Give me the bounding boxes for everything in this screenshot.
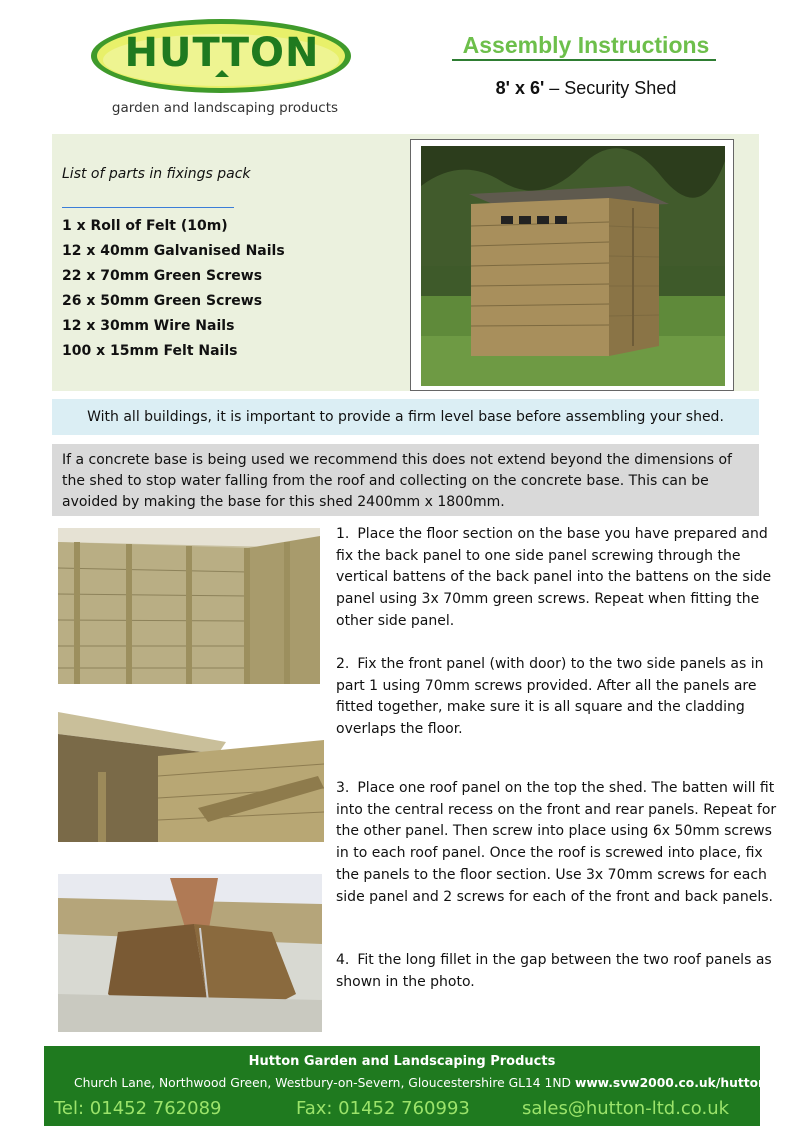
step-text: Fix the front panel (with door) to the two side panels as in part 1 using 70mm screws provided. After all the panels are fitted together, make sure it is all square and the cladding overlaps the floor. [336,656,764,738]
step-3-photo [58,874,322,1032]
step-4 [336,950,786,993]
page-title: Assembly Instructions [462,32,710,58]
step-2-photo [58,712,324,842]
step-number: 3. [336,780,350,796]
parts-item: 12 x 40mm Galvanised Nails [62,243,285,259]
footer-address [74,1076,767,1090]
step-text: Place the floor section on the base you have prepared and fix the back panel to one side panel screwing through the vertical battens of the back panel into the battens on the side panel using 3x 70mm green screws. Repeat when fitting the other side panel. [336,526,772,629]
step-number: 4. [336,952,350,968]
logo-wordmark: HUTTON [124,30,320,76]
product-size: 8' x 6' [495,78,545,98]
footer-fax: Fax: 01452 760993 [296,1098,470,1119]
parts-heading: List of parts in fixings pack [62,166,251,182]
parts-item: 22 x 70mm Green Screws [62,268,263,284]
step-text: Place one roof panel on the top the shed. The batten will fit into the central recess on the front and rear panels. Repeat for the other panel. Then screw into place using 6x 50mm screws in to each roof panel. Once the roof is screwed into place, fix the panels to the floor section. Use 3x 70mm screws for each side panel and 2 screws for each of the front and back panels. [336,780,777,905]
logo-tagline: garden and landscaping products [111,100,339,116]
step-number: 1. [336,526,350,542]
concrete-base-note: If a concrete base is being used we recommend this does not extend beyond the dimensions of the shed to stop water falling from the roof and collecting on the concrete base. This can be avoided by making the base for this shed 2400mm x 1800mm. [52,444,759,516]
parts-list [62,214,285,364]
parts-item: 100 x 15mm Felt Nails [62,343,238,359]
logo-house-icon [215,70,229,77]
step-number: 2. [336,656,350,672]
step-3 [336,778,786,908]
product-subtitle [420,78,752,99]
step-1 [336,524,786,633]
footer-website-link[interactable]: www.svw2000.co.uk/hutton [574,1076,767,1090]
step-2 [336,654,786,741]
base-note: With all buildings, it is important to provide a firm level base before assembling your shed. [52,399,759,435]
subtitle-separator: – [544,78,565,98]
parts-item: 26 x 50mm Green Screws [62,293,263,309]
title-underline [452,59,716,61]
hutton-logo [86,16,358,124]
footer-telephone: Tel: 01452 762089 [54,1098,222,1119]
footer-email-link[interactable]: sales@hutton-ltd.co.uk [522,1098,730,1119]
product-name: Security Shed [564,78,677,98]
shed-photo [410,139,734,391]
step-text: Fit the long fillet in the gap between the two roof panels as shown in the photo. [336,952,772,990]
footer-company: Hutton Garden and Landscaping Products [248,1054,556,1069]
step-1-photo [58,528,320,684]
parts-item: 12 x 30mm Wire Nails [62,318,235,334]
footer [44,1046,767,1126]
parts-heading-rule [62,207,234,208]
parts-item: 1 x Roll of Felt (10m) [62,218,228,234]
footer-address-text: Church Lane, Northwood Green, Westbury-on-Severn, Gloucestershire GL14 1ND [74,1076,572,1090]
